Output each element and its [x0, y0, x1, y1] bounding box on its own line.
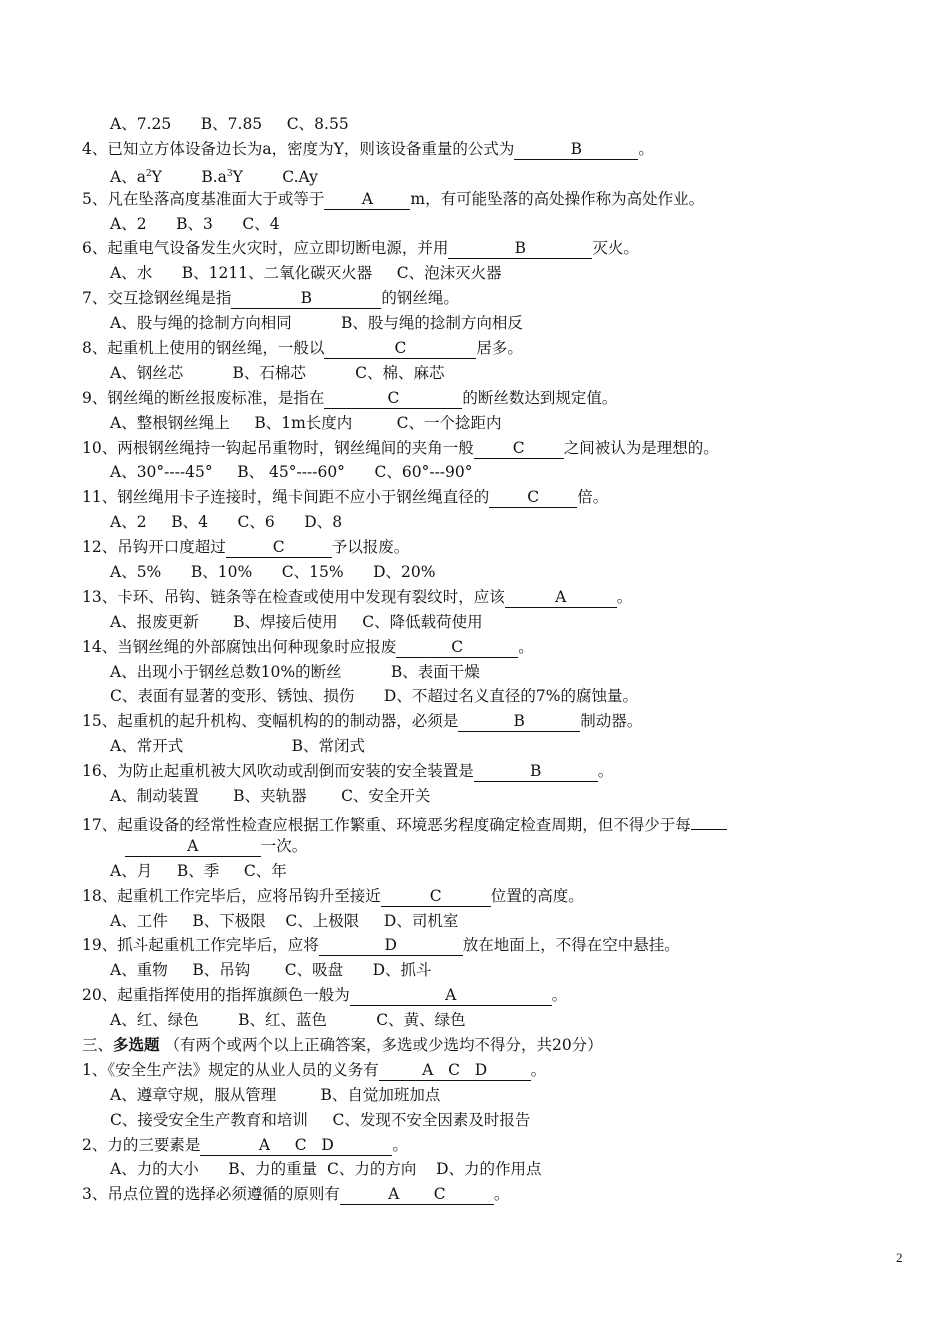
option-line: [82, 909, 882, 934]
text-run: 的断丝数达到规定值。: [462, 388, 618, 407]
text-run: 16、为防止起重机被大风吹动或刮倒而安装的安全装置是: [82, 762, 474, 781]
text-run: A、常开式 B、常闭式: [110, 737, 365, 756]
answer-blank: B: [458, 711, 580, 732]
option-line: [82, 734, 882, 759]
option-line: [82, 510, 882, 535]
text-run: A、工件 B、下极限 C、上极限 D、司机室: [110, 911, 459, 930]
option-line: [82, 112, 882, 137]
text-run: 6、起重电气设备发生火灾时，应立即切断电源，并用: [82, 239, 449, 258]
question-line: [82, 1033, 882, 1058]
option-line: [82, 1157, 882, 1182]
text-run: 之间被认为是理想的。: [563, 438, 719, 457]
answer-blank: C: [396, 637, 518, 658]
option-line: [82, 560, 882, 585]
text-run: 14、当钢丝绳的外部腐蚀出何种现象时应报废: [82, 637, 397, 656]
question-line: [82, 236, 882, 261]
option-line: [82, 684, 882, 709]
option-line: [82, 784, 882, 809]
text-run: 居多。: [476, 339, 523, 358]
text-run: A、月 B、季 C、年: [110, 861, 287, 880]
option-line: [82, 460, 882, 485]
answer-blank: B: [474, 761, 598, 782]
answer-blank: A: [324, 189, 410, 210]
text-run: Y B.a: [151, 167, 227, 186]
answer-blank: A: [350, 985, 552, 1006]
text-run: C、表面有显著的变形、锈蚀、损伤 D、不超过名义直径的7%的腐蚀量。: [110, 687, 638, 706]
text-run: 一次。: [260, 836, 308, 855]
answer-blank: C: [474, 438, 564, 459]
text-run: 三、: [82, 1035, 114, 1054]
answer-blank: A C: [340, 1184, 494, 1205]
text-run: 4、已知立方体设备边长为a，密度为Y，则该设备重量的公式为: [82, 139, 515, 158]
answer-blank: C: [324, 338, 476, 359]
text-run: 。: [493, 1185, 510, 1204]
page-number: 2: [896, 1250, 903, 1265]
answer-blank: C: [489, 487, 577, 508]
text-run: 。: [597, 762, 614, 781]
question-line: [82, 187, 882, 212]
text-run: A、力的大小 B、力的重量 C、力的方向 D、力的作用点: [110, 1160, 542, 1179]
option-line: [82, 261, 882, 286]
option-line: [82, 610, 882, 635]
option-line: [82, 162, 882, 187]
text-run: A、股与绳的捻制方向相同 B、股与绳的捻制方向相反: [110, 314, 523, 333]
answer-blank: C: [381, 886, 491, 907]
question-line: [82, 1182, 882, 1207]
section-heading: 多选题: [113, 1034, 160, 1054]
text-run: 制动器。: [580, 712, 643, 731]
text-run: A、制动装置 B、夹轨器 C、安全开关: [110, 787, 431, 806]
text-run: 。: [392, 1135, 408, 1154]
answer-blank: B: [231, 288, 381, 309]
text-run: A、红、绿色 B、红、蓝色 C、黄、绿色: [110, 1011, 466, 1030]
text-run: m，有可能坠落的高处操作称为高处作业。: [410, 189, 705, 208]
text-run: 19、抓斗起重机工作完毕后，应将: [82, 936, 319, 955]
text-run: 10、两根钢丝绳持一钩起吊重物时，钢丝绳间的夹角一般: [82, 438, 474, 457]
text-run: 倍。: [577, 488, 609, 507]
answer-blank: C: [226, 537, 332, 558]
option-line: [82, 958, 882, 983]
text-run: 7、交互捻钢丝绳是指: [82, 289, 232, 308]
question-line: [82, 1133, 882, 1158]
text-run: 18、起重机工作完毕后，应将吊钩升至接近: [82, 886, 381, 905]
superscript: 3: [226, 168, 233, 179]
question-line: [82, 635, 882, 660]
question-line: [82, 933, 882, 958]
option-line: [82, 834, 882, 859]
text-run: A、整根钢丝绳上 B、1m长度内 C、一个捻距内: [110, 413, 502, 432]
question-line: [82, 983, 882, 1008]
text-run: A、钢丝芯 B、石棉芯 C、棉、麻芯: [110, 363, 445, 382]
text-run: A、水 B、1211、二氧化碳灭火器 C、泡沫灭火器: [110, 264, 502, 283]
answer-blank: [691, 809, 727, 830]
answer-blank: A: [505, 587, 617, 608]
text-run: 13、卡环、吊钩、链条等在检查或使用中发现有裂纹时，应该: [82, 587, 505, 606]
text-run: 20、起重指挥使用的指挥旗颜色一般为: [82, 986, 350, 1005]
text-run: A、5% B、10% C、15% D、20%: [110, 563, 436, 582]
question-line: [82, 436, 882, 461]
question-line: [82, 137, 882, 162]
question-line: [82, 709, 882, 734]
text-run: C、接受安全生产教育和培训 C、发现不安全因素及时报告: [110, 1110, 531, 1129]
text-run: 的钢丝绳。: [381, 289, 459, 308]
text-run: [110, 837, 125, 855]
text-run: 3、吊点位置的选择必须遵循的原则有: [82, 1185, 340, 1204]
text-run: A、7.25 B、7.85 C、8.55: [110, 115, 349, 133]
text-run: A、a: [110, 167, 146, 186]
answer-blank: A C D: [379, 1060, 531, 1081]
question-line: [82, 386, 882, 411]
answer-blank: A C D: [200, 1135, 392, 1156]
question-line: [82, 485, 882, 510]
option-line: [82, 411, 882, 436]
text-run: A、遵章守规，服从管理 B、自觉加班加点: [110, 1085, 441, 1104]
text-run: 。: [530, 1060, 547, 1079]
text-run: A、2 B、4 C、6 D、8: [110, 513, 343, 532]
option-line: [82, 1008, 882, 1033]
text-run: 予以报废。: [331, 538, 410, 557]
question-line: [82, 585, 882, 610]
question-line: [82, 1058, 882, 1083]
question-line: [82, 884, 882, 909]
option-line: [82, 361, 882, 386]
question-line: [82, 336, 882, 361]
text-run: 8、起重机上使用的钢丝绳，一般以: [82, 339, 325, 358]
option-line: [82, 212, 882, 237]
text-run: 放在地面上，不得在空中悬挂。: [462, 936, 680, 955]
text-run: Y C.Ay: [232, 167, 318, 186]
text-run: A、重物 B、吊钩 C、吸盘 D、抓斗: [110, 961, 432, 980]
text-run: （有两个或两个以上正确答案，多选或少选均不得分，共20分）: [159, 1035, 603, 1054]
text-run: 。: [638, 139, 654, 158]
text-run: 15、起重机的起升机构、变幅机构的的制动器，必须是: [82, 712, 459, 731]
text-run: 。: [551, 986, 568, 1005]
text-run: A、出现小于钢丝总数10%的断丝 B、表面干燥: [110, 662, 480, 681]
text-run: 5、凡在坠落高度基准面大于或等于: [82, 189, 325, 208]
text-run: 12、吊钩开口度超过: [82, 538, 226, 557]
option-line: [82, 859, 882, 884]
answer-blank: A: [125, 836, 261, 857]
text-run: 2、力的三要素是: [82, 1135, 201, 1154]
text-run: 1、《安全生产法》规定的从业人员的义务有: [82, 1060, 379, 1079]
text-run: 11、钢丝绳用卡子连接时，绳卡间距不应小于钢丝绳直径的: [82, 488, 490, 507]
text-run: 灭火。: [592, 239, 639, 258]
text-run: 。: [616, 587, 633, 606]
question-line: [82, 809, 882, 834]
question-line: [82, 286, 882, 311]
exam-page-body: [82, 112, 882, 1207]
text-run: 位置的高度。: [490, 886, 584, 905]
answer-blank: C: [324, 388, 462, 409]
answer-blank: B: [448, 238, 592, 259]
question-line: [82, 759, 882, 784]
text-run: A、30°----45° B、 45°----60° C、60°---90°: [110, 463, 473, 482]
text-run: A、报废更新 B、焊接后使用 C、降低载荷使用: [110, 612, 483, 631]
question-line: [82, 535, 882, 560]
text-run: 。: [518, 637, 534, 656]
option-line: [82, 1108, 882, 1133]
option-line: [82, 660, 882, 685]
text-run: A、2 B、3 C、4: [110, 214, 280, 233]
option-line: [82, 1083, 882, 1108]
text-run: 17、起重设备的经常性检查应根据工作繁重、环境恶劣程度确定检查周期，但不得少于每: [82, 815, 691, 834]
superscript: 2: [145, 168, 152, 179]
text-run: 9、钢丝绳的断丝报废标准，是指在: [82, 388, 325, 407]
answer-blank: B: [514, 139, 638, 160]
option-line: [82, 311, 882, 336]
answer-blank: D: [319, 935, 463, 956]
